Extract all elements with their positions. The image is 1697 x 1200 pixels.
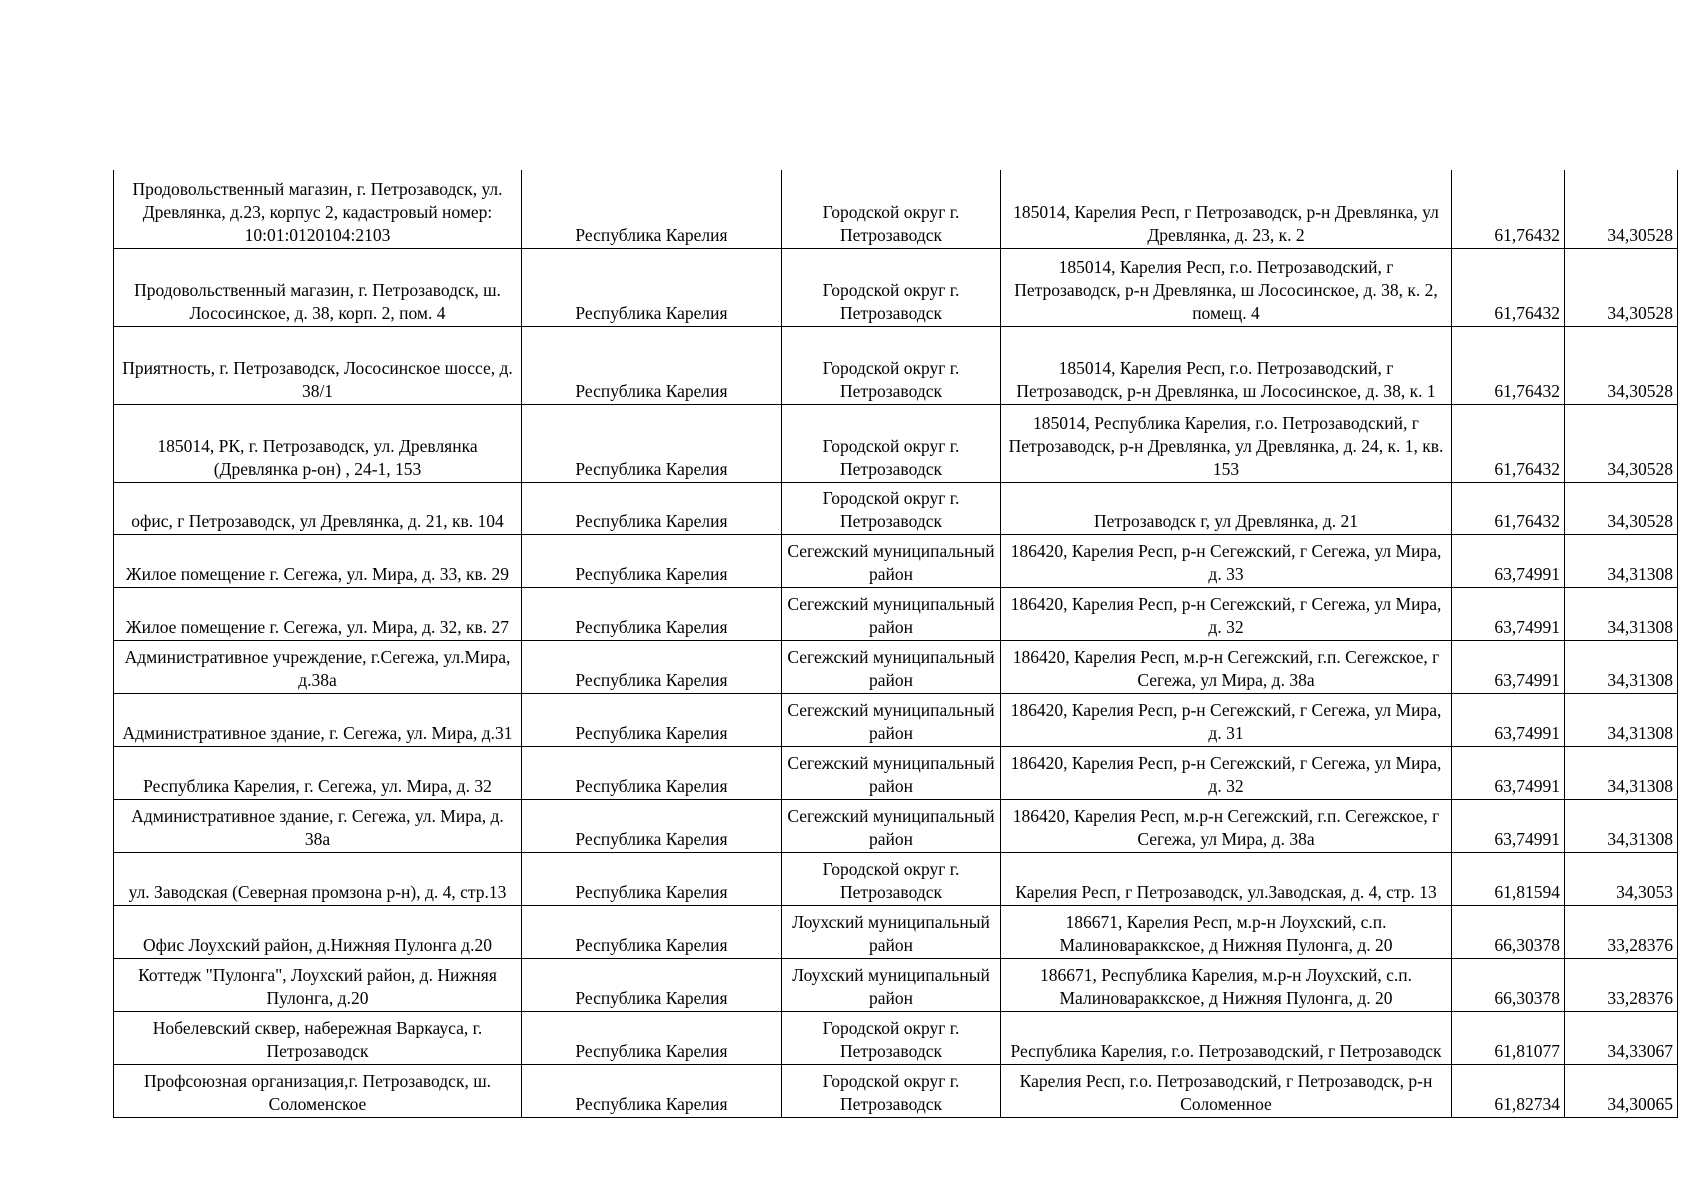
region-text: Республика Карелия [575, 987, 728, 1008]
address-cell [1001, 746, 1452, 799]
municipality-cell [782, 1011, 1001, 1064]
municipality-cell [782, 170, 1001, 248]
latitude-cell [1452, 534, 1565, 587]
municipality-cell [782, 852, 1001, 905]
longitude-text: 33,28376 [1607, 987, 1673, 1008]
object-name-cell [114, 905, 522, 958]
region-text: Республика Карелия [575, 563, 728, 584]
latitude-cell [1452, 746, 1565, 799]
municipality-cell [782, 905, 1001, 958]
address-cell [1001, 1064, 1452, 1117]
latitude-text: 63,74991 [1494, 722, 1560, 743]
region-cell [522, 482, 782, 534]
latitude-cell [1452, 248, 1565, 326]
region-cell [522, 326, 782, 404]
municipality-cell [782, 248, 1001, 326]
latitude-text: 61,81594 [1494, 881, 1560, 902]
object-name-cell [114, 958, 522, 1011]
longitude-cell [1565, 746, 1678, 799]
longitude-text: 34,30528 [1607, 224, 1673, 245]
address-cell [1001, 905, 1452, 958]
latitude-cell [1452, 799, 1565, 852]
region-text: Республика Карелия [575, 934, 728, 955]
address-cell [1001, 852, 1452, 905]
address-text: Карелия Респ, г.о. Петрозаводский, г Петрозаводск, р-н Соломенное [1019, 1070, 1433, 1114]
region-text: Республика Карелия [575, 669, 728, 690]
table-row [114, 1011, 1678, 1064]
address-cell [1001, 404, 1452, 482]
object-name-text: Республика Карелия, г. Сегежа, ул. Мира, д. 32 [143, 775, 492, 796]
municipality-cell [782, 958, 1001, 1011]
longitude-text: 34,31308 [1607, 563, 1673, 584]
region-cell [522, 587, 782, 640]
object-name-text: 185014, РК, г. Петрозаводск, ул. Древлянка (Древлянка р-он) , 24-1, 153 [157, 435, 478, 479]
longitude-cell [1565, 905, 1678, 958]
table-row [114, 905, 1678, 958]
address-cell [1001, 640, 1452, 693]
region-cell [522, 693, 782, 746]
table-row [114, 799, 1678, 852]
object-name-cell [114, 852, 522, 905]
longitude-text: 34,3053 [1616, 881, 1673, 902]
latitude-text: 63,74991 [1494, 563, 1560, 584]
region-text: Республика Карелия [575, 1040, 728, 1061]
municipality-text: Городской округ г. Петрозаводск [822, 487, 960, 531]
longitude-text: 34,30528 [1607, 302, 1673, 323]
table-row [114, 693, 1678, 746]
municipality-text: Сегежский муниципальный район [787, 646, 995, 690]
longitude-cell [1565, 404, 1678, 482]
latitude-cell [1452, 852, 1565, 905]
object-name-text: Нобелевский сквер, набережная Варкауса, г. Петрозаводск [152, 1017, 483, 1061]
address-text: 186671, Республика Карелия, м.р-н Лоухский, с.п. Малиновараккское, д Нижняя Пулонга, д. 20 [1039, 964, 1413, 1008]
municipality-text: Городской округ г. Петрозаводск [822, 201, 960, 245]
region-text: Республика Карелия [575, 828, 728, 849]
region-text: Республика Карелия [575, 616, 728, 637]
region-text: Республика Карелия [575, 380, 728, 401]
latitude-text: 66,30378 [1494, 987, 1560, 1008]
address-text: 186420, Карелия Респ, р-н Сегежский, г Сегежа, ул Мира, д. 32 [1010, 593, 1442, 637]
object-name-text: офис, г Петрозаводск, ул Древлянка, д. 21, кв. 104 [131, 510, 504, 531]
address-text: Петрозаводск г, ул Древлянка, д. 21 [1094, 510, 1358, 531]
latitude-cell [1452, 693, 1565, 746]
object-name-cell [114, 170, 522, 248]
region-cell [522, 248, 782, 326]
municipality-cell [782, 404, 1001, 482]
object-name-text: Профсоюзная организация,г. Петрозаводск, ш. Соломенское [143, 1070, 492, 1114]
object-name-cell [114, 693, 522, 746]
municipality-cell [782, 482, 1001, 534]
municipality-cell [782, 693, 1001, 746]
longitude-cell [1565, 534, 1678, 587]
municipality-text: Лоухский муниципальный район [792, 964, 990, 1008]
municipality-cell [782, 746, 1001, 799]
longitude-cell [1565, 640, 1678, 693]
object-name-text: Административное учреждение, г.Сегежа, ул.Мира, д.38а [124, 646, 511, 690]
latitude-text: 63,74991 [1494, 669, 1560, 690]
longitude-cell [1565, 587, 1678, 640]
municipality-cell [782, 1064, 1001, 1117]
table-row [114, 170, 1678, 248]
address-text: 185014, Республика Карелия, г.о. Петрозаводский, г Петрозаводск, р-н Древлянка, ул Древлянка, д. 24, к. 1, кв. 153 [1008, 412, 1444, 479]
longitude-text: 34,30528 [1607, 510, 1673, 531]
table-row [114, 326, 1678, 404]
region-cell [522, 170, 782, 248]
object-name-cell [114, 534, 522, 587]
longitude-cell [1565, 248, 1678, 326]
longitude-cell [1565, 799, 1678, 852]
object-name-text: Приятность, г. Петрозаводск, Лососинское шоссе, д. 38/1 [122, 357, 513, 401]
region-cell [522, 905, 782, 958]
object-name-text: Жилое помещение г. Сегежа, ул. Мира, д. 32, кв. 27 [125, 616, 510, 637]
table-row [114, 852, 1678, 905]
address-cell [1001, 170, 1452, 248]
latitude-text: 66,30378 [1494, 934, 1560, 955]
municipality-text: Городской округ г. Петрозаводск [822, 858, 960, 902]
longitude-text: 34,31308 [1607, 828, 1673, 849]
region-cell [522, 534, 782, 587]
latitude-cell [1452, 404, 1565, 482]
object-name-cell [114, 640, 522, 693]
municipality-text: Городской округ г. Петрозаводск [822, 435, 960, 479]
latitude-cell [1452, 326, 1565, 404]
region-text: Республика Карелия [575, 458, 728, 479]
address-cell [1001, 534, 1452, 587]
latitude-cell [1452, 1064, 1565, 1117]
object-name-text: Административное здание, г. Сегежа, ул. Мира, д.31 [122, 722, 513, 743]
latitude-text: 61,76432 [1494, 510, 1560, 531]
address-cell [1001, 958, 1452, 1011]
address-text: 186420, Карелия Респ, р-н Сегежский, г Сегежа, ул Мира, д. 31 [1010, 699, 1442, 743]
longitude-text: 34,30528 [1607, 380, 1673, 401]
object-name-text: Административное здание, г. Сегежа, ул. Мира, д. 38а [131, 805, 504, 849]
latitude-cell [1452, 170, 1565, 248]
longitude-cell [1565, 326, 1678, 404]
region-cell [522, 746, 782, 799]
table-row [114, 482, 1678, 534]
region-text: Республика Карелия [575, 510, 728, 531]
municipality-cell [782, 799, 1001, 852]
latitude-cell [1452, 1011, 1565, 1064]
region-text: Республика Карелия [575, 775, 728, 796]
region-text: Республика Карелия [575, 224, 728, 245]
longitude-cell [1565, 693, 1678, 746]
latitude-text: 61,81077 [1494, 1040, 1560, 1061]
region-cell [522, 404, 782, 482]
address-cell [1001, 693, 1452, 746]
region-cell [522, 958, 782, 1011]
region-cell [522, 1011, 782, 1064]
longitude-text: 34,31308 [1607, 616, 1673, 637]
longitude-cell [1565, 1011, 1678, 1064]
region-cell [522, 799, 782, 852]
address-text: 186420, Карелия Респ, м.р-н Сегежский, г.п. Сегежское, г Сегежа, ул Мира, д. 38а [1012, 805, 1440, 849]
object-name-text: Офис Лоухский район, д.Нижняя Пулонга д.20 [143, 934, 492, 955]
municipality-text: Сегежский муниципальный район [787, 540, 995, 584]
municipality-text: Сегежский муниципальный район [787, 805, 995, 849]
object-name-cell [114, 799, 522, 852]
address-cell [1001, 587, 1452, 640]
address-registry-table [113, 170, 1678, 1118]
object-name-cell [114, 1064, 522, 1117]
longitude-cell [1565, 852, 1678, 905]
longitude-cell [1565, 958, 1678, 1011]
region-text: Республика Карелия [575, 302, 728, 323]
latitude-cell [1452, 958, 1565, 1011]
table-row [114, 404, 1678, 482]
latitude-text: 63,74991 [1494, 828, 1560, 849]
table-body [114, 170, 1678, 1117]
object-name-text: Продовольственный магазин, г. Петрозаводск, ул. Древлянка, д.23, корпус 2, кадастровый номер: 10:01:0120104:2103 [132, 178, 503, 245]
table-row [114, 640, 1678, 693]
address-text: 186671, Карелия Респ, м.р-н Лоухский, с.п. Малиновараккское, д Нижняя Пулонга, д. 20 [1059, 911, 1393, 955]
table-row [114, 958, 1678, 1011]
object-name-cell [114, 746, 522, 799]
longitude-cell [1565, 1064, 1678, 1117]
municipality-cell [782, 587, 1001, 640]
longitude-text: 34,31308 [1607, 775, 1673, 796]
address-cell [1001, 799, 1452, 852]
address-text: 185014, Карелия Респ, г Петрозаводск, р-н Древлянка, ул Древлянка, д. 23, к. 2 [1013, 201, 1439, 245]
latitude-cell [1452, 587, 1565, 640]
address-text: 186420, Карелия Респ, р-н Сегежский, г Сегежа, ул Мира, д. 33 [1010, 540, 1442, 584]
region-text: Республика Карелия [575, 722, 728, 743]
address-text: Карелия Респ, г Петрозаводск, ул.Заводская, д. 4, стр. 13 [1015, 881, 1437, 902]
latitude-text: 61,76432 [1494, 224, 1560, 245]
table-row [114, 746, 1678, 799]
municipality-cell [782, 534, 1001, 587]
longitude-text: 34,30065 [1607, 1093, 1673, 1114]
longitude-text: 34,31308 [1607, 722, 1673, 743]
region-cell [522, 1064, 782, 1117]
latitude-text: 61,76432 [1494, 458, 1560, 479]
address-cell [1001, 326, 1452, 404]
object-name-cell [114, 482, 522, 534]
latitude-cell [1452, 482, 1565, 534]
longitude-text: 33,28376 [1607, 934, 1673, 955]
longitude-cell [1565, 170, 1678, 248]
table-row [114, 534, 1678, 587]
municipality-text: Городской округ г. Петрозаводск [822, 279, 960, 323]
latitude-cell [1452, 905, 1565, 958]
latitude-text: 61,82734 [1494, 1093, 1560, 1114]
longitude-text: 34,33067 [1607, 1040, 1673, 1061]
region-cell [522, 640, 782, 693]
address-cell [1001, 248, 1452, 326]
address-cell [1001, 1011, 1452, 1064]
municipality-text: Сегежский муниципальный район [787, 593, 995, 637]
municipality-text: Лоухский муниципальный район [792, 911, 990, 955]
table-row [114, 248, 1678, 326]
address-text: Республика Карелия, г.о. Петрозаводский, г Петрозаводск [1010, 1040, 1442, 1061]
address-text: 185014, Карелия Респ, г.о. Петрозаводский, г Петрозаводск, р-н Древлянка, ш Лососинское, д. 38, к. 1 [1016, 357, 1436, 401]
object-name-text: Коттедж "Пулонга", Лоухский район, д. Нижняя Пулонга, д.20 [138, 964, 497, 1008]
region-cell [522, 852, 782, 905]
object-name-text: Жилое помещение г. Сегежа, ул. Мира, д. 33, кв. 29 [125, 563, 510, 584]
object-name-cell [114, 404, 522, 482]
latitude-text: 63,74991 [1494, 775, 1560, 796]
longitude-text: 34,30528 [1607, 458, 1673, 479]
municipality-text: Сегежский муниципальный район [787, 752, 995, 796]
municipality-text: Городской округ г. Петрозаводск [822, 1017, 960, 1061]
address-text: 186420, Карелия Респ, м.р-н Сегежский, г.п. Сегежское, г Сегежа, ул Мира, д. 38а [1012, 646, 1440, 690]
object-name-cell [114, 587, 522, 640]
latitude-text: 63,74991 [1494, 616, 1560, 637]
municipality-cell [782, 326, 1001, 404]
object-name-text: Продовольственный магазин, г. Петрозаводск, ш. Лососинское, д. 38, корп. 2, пом. 4 [134, 279, 501, 323]
table-row [114, 587, 1678, 640]
address-text: 186420, Карелия Респ, р-н Сегежский, г Сегежа, ул Мира, д. 32 [1010, 752, 1442, 796]
object-name-cell [114, 1011, 522, 1064]
address-cell [1001, 482, 1452, 534]
municipality-text: Городской округ г. Петрозаводск [822, 1070, 960, 1114]
longitude-text: 34,31308 [1607, 669, 1673, 690]
object-name-text: ул. Заводская (Северная промзона р-н), д. 4, стр.13 [128, 881, 507, 902]
address-text: 185014, Карелия Респ, г.о. Петрозаводский, г Петрозаводск, р-н Древлянка, ш Лососинское, д. 38, к. 2, помещ. 4 [1014, 256, 1438, 323]
latitude-text: 61,76432 [1494, 302, 1560, 323]
longitude-cell [1565, 482, 1678, 534]
object-name-cell [114, 326, 522, 404]
region-text: Республика Карелия [575, 881, 728, 902]
latitude-text: 61,76432 [1494, 380, 1560, 401]
municipality-text: Городской округ г. Петрозаводск [822, 357, 960, 401]
table-row [114, 1064, 1678, 1117]
object-name-cell [114, 248, 522, 326]
latitude-cell [1452, 640, 1565, 693]
municipality-cell [782, 640, 1001, 693]
region-text: Республика Карелия [575, 1093, 728, 1114]
municipality-text: Сегежский муниципальный район [787, 699, 995, 743]
